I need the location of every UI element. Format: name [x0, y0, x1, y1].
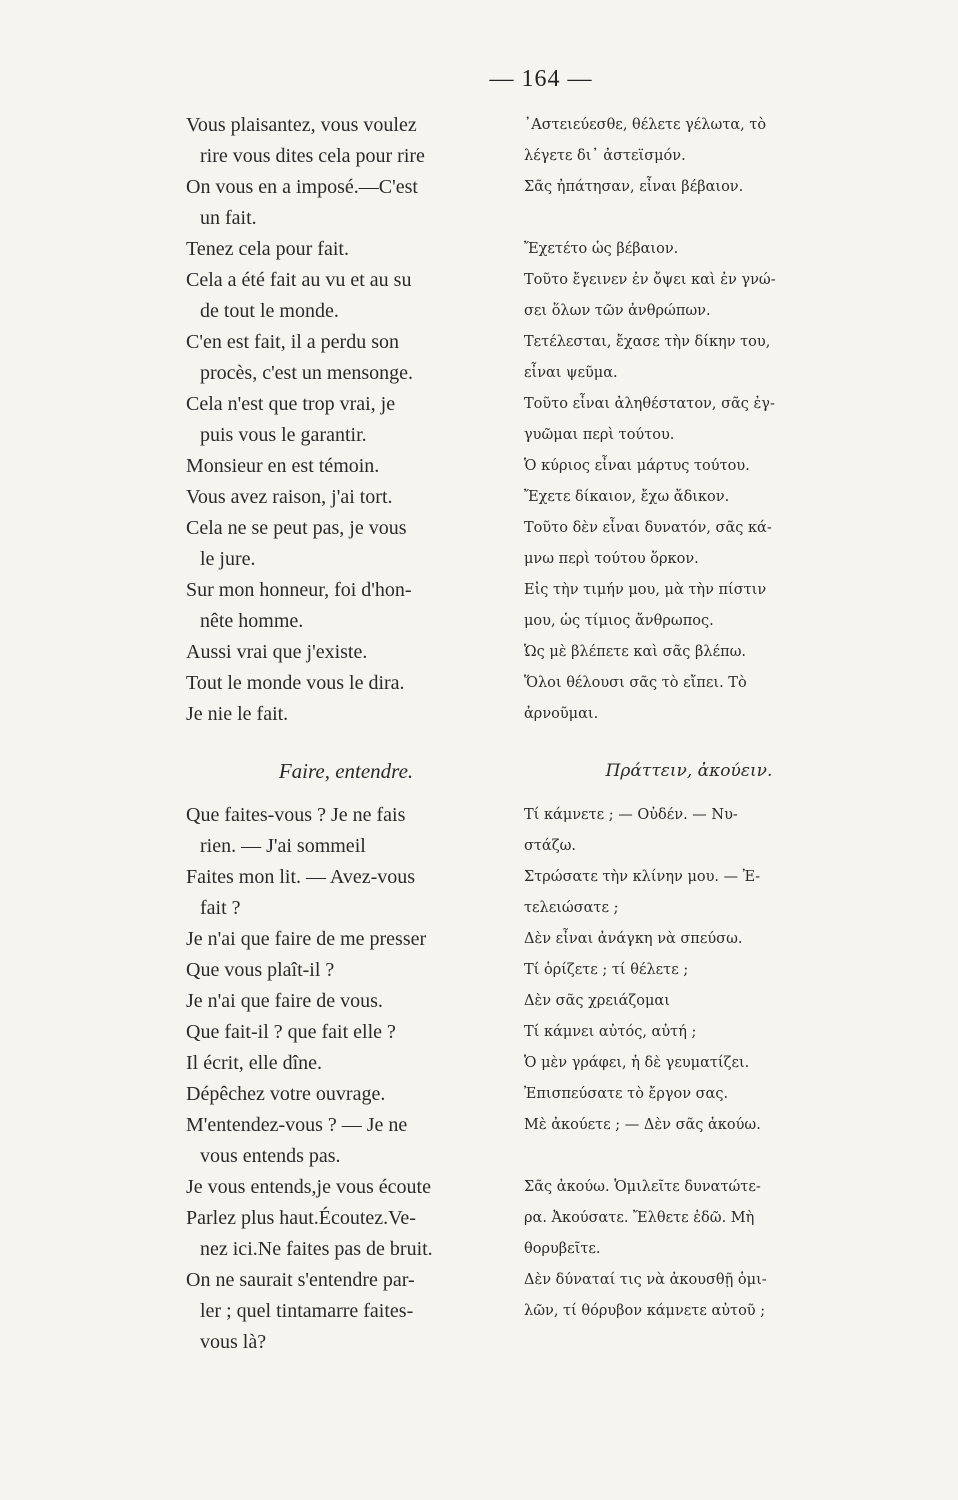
- french-text: M'entendez-vous ? — Je ne: [186, 1114, 408, 1136]
- phrase-row: [186, 1234, 886, 1265]
- phrase-row: [186, 1048, 886, 1079]
- greek-text: Τοῦτο δὲν εἶναι δυνατόν, σᾶς κά-: [524, 520, 772, 536]
- greek-text: γυῶμαι περὶ τούτου.: [524, 427, 675, 443]
- french-text: le jure.: [200, 548, 256, 570]
- greek-text: Ἐπισπεύσατε τὸ ἔργον σας.: [524, 1086, 729, 1102]
- greek-text: Ὁ μὲν γράφει, ἡ δὲ γευματίζει.: [524, 1055, 750, 1071]
- phrase-row: [186, 606, 886, 637]
- french-text: Dépêchez votre ouvrage.: [186, 1083, 386, 1105]
- greek-text: Τί κάμνετε ; — Οὐδέν. — Νυ-: [524, 807, 738, 823]
- greek-text: μου, ὡς τίμιος ἄνθρωπος.: [524, 613, 714, 629]
- greek-text: Δὲν εἶναι ἀνάγκη νὰ σπεύσω.: [524, 931, 743, 947]
- phrase-row: [186, 831, 886, 862]
- french-text: fait ?: [200, 897, 241, 919]
- phrase-row: [186, 544, 886, 575]
- phrase-row: [186, 1203, 886, 1234]
- phrase-row: [186, 1110, 886, 1141]
- greek-text: Ὅλοι θέλουσι σᾶς τὸ εἴπει. Τὸ: [524, 675, 747, 691]
- french-text: Que vous plaît-il ?: [186, 959, 335, 981]
- french-text: de tout le monde.: [200, 300, 339, 322]
- greek-text: σει ὅλων τῶν ἀνθρώπων.: [524, 303, 711, 319]
- french-text: puis vous le garantir.: [200, 424, 367, 446]
- french-text: Tout le monde vous le dira.: [186, 672, 405, 694]
- greek-text: μνω περὶ τούτου ὅρκον.: [524, 551, 699, 567]
- greek-text: Τί κάμνει αὐτός, αὐτή ;: [524, 1024, 697, 1040]
- phrase-row: [186, 800, 886, 831]
- phrase-row: [186, 1172, 886, 1203]
- french-text: un fait.: [200, 207, 257, 229]
- phrase-row: [186, 1265, 886, 1296]
- greek-text: Τετέλεσται, ἔχασε τὴν δίκην του,: [524, 334, 771, 350]
- phrase-row: [186, 575, 886, 606]
- french-text: nez ici.Ne faites pas de bruit.: [200, 1238, 433, 1260]
- french-text: Monsieur en est témoin.: [186, 455, 380, 477]
- phrase-row: [186, 513, 886, 544]
- greek-text: Ἔχετέτο ὡς βέβαιον.: [524, 241, 679, 257]
- greek-text: θορυβεῖτε.: [524, 1241, 601, 1257]
- french-text: Que fait-il ? que fait elle ?: [186, 1021, 396, 1043]
- french-text: Je n'ai que faire de me presser: [186, 928, 427, 950]
- phrase-row: [186, 924, 886, 955]
- phrase-row: [186, 451, 886, 482]
- french-text: Aussi vrai que j'existe.: [186, 641, 368, 663]
- phrase-row: [186, 893, 886, 924]
- french-text: vous entends pas.: [200, 1145, 341, 1167]
- phrase-row: [186, 296, 886, 327]
- greek-text: Δὲν δύναταί τις νὰ ἀκουσθῇ ὁμι-: [524, 1272, 767, 1288]
- french-text: Cela ne se peut pas, je vous: [186, 517, 407, 539]
- heading-greek: Πράττειν, ἀκούειν.: [605, 761, 773, 781]
- greek-text: Εἰς τὴν τιμήν μου, μὰ τὴν πίστιν: [524, 582, 767, 598]
- french-text: rire vous dites cela pour rire: [200, 145, 425, 167]
- phrase-row: [186, 420, 886, 451]
- greek-text: Τί ὁρίζετε ; τί θέλετε ;: [524, 962, 689, 978]
- phrase-list: [186, 110, 886, 1358]
- greek-text: λῶν, τί θόρυβον κάμνετε αὐτοῦ ;: [524, 1303, 766, 1319]
- greek-text: στάζω.: [524, 838, 577, 854]
- phrase-row: [186, 141, 886, 172]
- phrase-row: [186, 1017, 886, 1048]
- french-text: Je vous entends,je vous écoute: [186, 1176, 431, 1198]
- french-text: rien. — J'ai sommeil: [200, 835, 366, 857]
- section-heading: [186, 730, 886, 800]
- phrase-row: [186, 1327, 886, 1358]
- greek-text: Σᾶς ἠπάτησαν, εἶναι βέβαιον.: [524, 179, 744, 195]
- phrase-row: [186, 172, 886, 203]
- french-text: ler ; quel tintamarre faites-: [200, 1300, 414, 1322]
- french-text: Tenez cela pour fait.: [186, 238, 349, 260]
- french-text: Que faites-vous ? Je ne fais: [186, 804, 406, 826]
- greek-text: Στρώσατε τὴν κλίνην μου. — Ἐ-: [524, 869, 761, 885]
- french-text: Vous plaisantez, vous voulez: [186, 114, 417, 136]
- heading-french: Faire, entendre.: [278, 759, 414, 783]
- greek-text: ρα. Ἀκούσατε. Ἔλθετε ἐδῶ. Μὴ: [524, 1210, 755, 1226]
- phrase-row: [186, 1296, 886, 1327]
- french-text: Parlez plus haut.Écoutez.Ve-: [186, 1207, 416, 1229]
- french-text: Sur mon honneur, foi d'hon-: [186, 579, 412, 601]
- greek-text: Τοῦτο εἶναι ἀληθέστατον, σᾶς ἐγ-: [524, 396, 775, 412]
- phrase-row: [186, 637, 886, 668]
- greek-text: λέγετε δι᾿ ἀστεϊσμόν.: [524, 148, 686, 164]
- french-text: On vous en a imposé.—C'est: [186, 176, 418, 198]
- french-text: Je n'ai que faire de vous.: [186, 990, 383, 1012]
- phrase-row: [186, 1079, 886, 1110]
- greek-text: Ἔχετε δίκαιον, ἔχω ἄδικον.: [524, 489, 730, 505]
- greek-text: εἶναι ψεῦμα.: [524, 365, 618, 381]
- french-text: Il écrit, elle dîne.: [186, 1052, 323, 1074]
- phrase-row: [186, 482, 886, 513]
- french-text: nête homme.: [200, 610, 304, 632]
- page-number: — 164 —: [489, 66, 593, 92]
- phrase-row: [186, 265, 886, 296]
- french-text: Faites mon lit. — Avez-vous: [186, 866, 416, 888]
- greek-text: ᾿Αστειεύεσθε, θέλετε γέλωτα, τὸ: [524, 117, 767, 133]
- phrase-row: [186, 668, 886, 699]
- phrase-row: [186, 699, 886, 730]
- french-text: vous là?: [200, 1331, 267, 1353]
- phrase-row: [186, 986, 886, 1017]
- greek-text: τελειώσατε ;: [524, 900, 619, 916]
- french-text: C'en est fait, il a perdu son: [186, 331, 399, 353]
- phrase-row: [186, 955, 886, 986]
- phrase-row: [186, 327, 886, 358]
- french-text: On ne saurait s'entendre par-: [186, 1269, 415, 1291]
- greek-text: Ὡς μὲ βλέπετε καὶ σᾶς βλέπω.: [524, 644, 747, 660]
- greek-text: Σᾶς ἀκούω. Ὁμιλεῖτε δυνατώτε-: [524, 1179, 761, 1195]
- greek-text: Ὁ κύριος εἶναι μάρτυς τούτου.: [524, 458, 750, 474]
- greek-text: Μὲ ἀκούετε ; — Δὲν σᾶς ἀκούω.: [524, 1117, 761, 1133]
- phrase-row: [186, 358, 886, 389]
- phrase-row: [186, 234, 886, 265]
- french-text: Cela a été fait au vu et au su: [186, 269, 412, 291]
- french-text: Cela n'est que trop vrai, je: [186, 393, 396, 415]
- french-text: Je nie le fait.: [186, 703, 289, 725]
- phrase-row: [186, 203, 886, 234]
- french-text: Vous avez raison, j'ai tort.: [186, 486, 393, 508]
- greek-text: Δὲν σᾶς χρειάζομαι: [524, 993, 670, 1009]
- greek-text: ἀρνοῦμαι.: [524, 706, 599, 722]
- french-text: procès, c'est un mensonge.: [200, 362, 413, 384]
- phrase-row: [186, 389, 886, 420]
- phrase-row: [186, 862, 886, 893]
- phrase-row: [186, 1141, 886, 1172]
- phrase-row: [186, 110, 886, 141]
- greek-text: Τοῦτο ἔγεινεν ἐν ὄψει καὶ ἐν γνώ-: [524, 272, 776, 288]
